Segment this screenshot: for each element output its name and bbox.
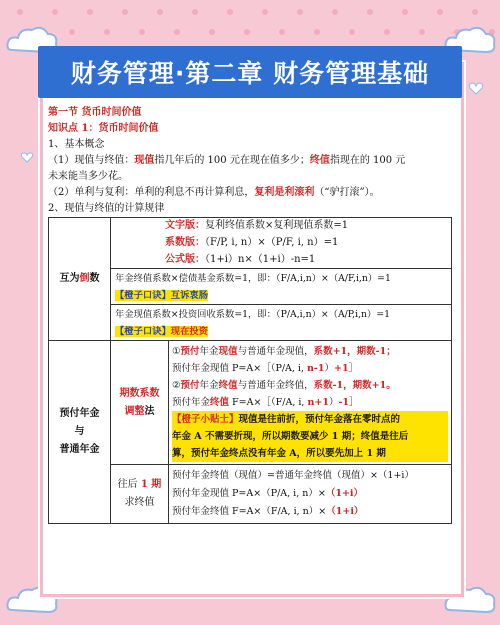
- formula-text: 年金终值系数×偿债基金系数=1，即：（F/A,i,n）×（A/F,i,n）=1: [115, 272, 391, 284]
- rule-text: 预付: [180, 346, 200, 357]
- label-text: 期数系数: [119, 387, 160, 399]
- concept-pv-fv: [48, 153, 452, 169]
- heart-icon: [20, 150, 34, 164]
- formula-text: （1+i）n×（1+i）-n=1: [205, 253, 316, 265]
- text-version: [111, 218, 452, 235]
- formula-text: 预付年金终值（现值）=普通年金终值（现值）×（1+i）: [172, 470, 414, 481]
- tip-tag: 【橙子口诀】: [115, 289, 171, 301]
- tip-box: [172, 411, 448, 462]
- concept-text: 指几年后的 100 元在现在值多少；: [154, 155, 310, 166]
- rule-text: 现值: [218, 346, 238, 357]
- section-heading: 第一节 货币时间价值: [48, 107, 142, 118]
- formula-text: 年金现值系数×投资回收系数=1，即：（P/A,i,n）×（A/P,i,n）=1: [115, 308, 391, 320]
- formula-text: 预付年金终值 F=A×（F/A, i, n）×: [172, 506, 327, 517]
- formula-text: 预付年金: [172, 397, 211, 408]
- label-text: 公式版：: [165, 253, 205, 265]
- formula-text: （F/P, i, n）×（P/F, i, n）=1: [205, 237, 339, 248]
- basic-concepts-title: 1、基本概念: [48, 139, 105, 150]
- formula-text: ）: [328, 397, 339, 408]
- label-text: 互为: [59, 273, 80, 284]
- concept-pv-fv-cont: 未来能当多少花。: [48, 171, 128, 182]
- rule-text: ②: [172, 380, 181, 391]
- rules-title: 2、现值与终值的计算规律: [48, 203, 165, 214]
- formula-text: ）: [324, 363, 334, 374]
- forward-one-period-label: [111, 465, 169, 524]
- tip-text: 互诉衷肠: [170, 289, 208, 301]
- rules-table: [48, 217, 452, 524]
- rule-text: ①: [172, 346, 181, 357]
- label-text: 数: [89, 273, 100, 284]
- concept-text: （“驴打滚”）。: [314, 187, 380, 198]
- label-text: 求终值: [124, 497, 155, 508]
- page-title: 财务管理·第二章 财务管理基础: [38, 46, 462, 98]
- tip-text: 现值是往前折，预付年金落在零时点的: [238, 414, 401, 425]
- label-text: 倒: [79, 273, 90, 284]
- label-text: 文字版：: [165, 220, 205, 232]
- annuity-pv-relation: [111, 305, 452, 341]
- label-text: 与: [74, 426, 85, 437]
- future-value-term: 终值: [309, 155, 330, 166]
- compound-term: 复利是利滚利: [254, 187, 315, 198]
- label-text: 系数版：: [165, 237, 205, 248]
- table-row: [49, 341, 452, 465]
- rule-text: 系数+1，期数-1；: [313, 346, 396, 357]
- concept-text: （1）现值与终值：: [48, 155, 135, 166]
- formula-text: （1+i）: [326, 506, 364, 517]
- rule-text: 系数-1，期数+1。: [313, 380, 396, 391]
- label-text: 普通年金: [59, 444, 100, 455]
- tip-text: 年金 A 不需要折现，所以期数要减少 1 期；终值是往后: [172, 431, 409, 442]
- reciprocal-label: [49, 218, 111, 341]
- tip-text: 算，预付年金终点没有年金 A，所以要先加上 1 期: [172, 448, 386, 459]
- heart-icon: [468, 80, 484, 96]
- concept-simple-compound: [48, 185, 452, 201]
- formula-version: [111, 252, 452, 269]
- label-text: 1 期: [140, 479, 162, 490]
- concept-text: 指现在的 100 元: [329, 155, 406, 166]
- formula-text: 终值: [210, 397, 230, 408]
- tip-tag: 【橙子小贴士】: [172, 414, 239, 425]
- knowledge-point-title: 知识点 1：货币时间价值: [48, 123, 159, 134]
- rule-text: 终值: [218, 380, 238, 391]
- coef-version: [111, 235, 452, 252]
- formula-text: ］: [348, 363, 359, 374]
- formula-text: F=A×［（F/A, i,: [229, 397, 308, 408]
- rule-text: 预付: [180, 380, 200, 391]
- label-text: 往后: [117, 479, 141, 490]
- period-coef-adjust-label: [111, 341, 169, 465]
- study-notes: [48, 105, 452, 590]
- tip-text: 现在投资: [170, 325, 208, 337]
- annuity-fv-relation: [111, 269, 452, 305]
- formula-text: 复利终值系数×复利现值系数=1: [205, 220, 349, 232]
- formula-text: 预付年金现值 P=A×（P/A, i, n）×: [172, 488, 326, 499]
- formula-text: -1: [338, 397, 350, 408]
- present-value-term: 现值: [134, 155, 155, 166]
- tip-tag: 【橙子口诀】: [115, 325, 171, 337]
- forward-method-detail: [169, 465, 452, 524]
- formula-text: 预付年金现值 P=A×［（P/A, i,: [172, 363, 308, 374]
- formula-text: n-1: [307, 363, 325, 374]
- rule-text: 与普通年金终值，: [237, 380, 314, 391]
- rule-text: 年金: [199, 346, 219, 357]
- formula-text: ］: [349, 397, 359, 408]
- rule-text: 与普通年金现值，: [237, 346, 314, 357]
- formula-text: （1+i）: [325, 488, 364, 499]
- label-text: 预付年金: [59, 408, 100, 419]
- adjust-method-detail: [169, 341, 452, 465]
- table-row: [49, 218, 452, 235]
- formula-text: n+1: [307, 397, 329, 408]
- rule-text: 年金: [199, 380, 219, 391]
- label-text: 法: [144, 405, 155, 417]
- prepaid-vs-ordinary-label: [49, 341, 111, 524]
- formula-text: +1: [334, 363, 349, 374]
- label-text: 调整: [124, 405, 145, 417]
- concept-text: （2）单利与复利：单利的利息不再计算利息，: [48, 187, 255, 198]
